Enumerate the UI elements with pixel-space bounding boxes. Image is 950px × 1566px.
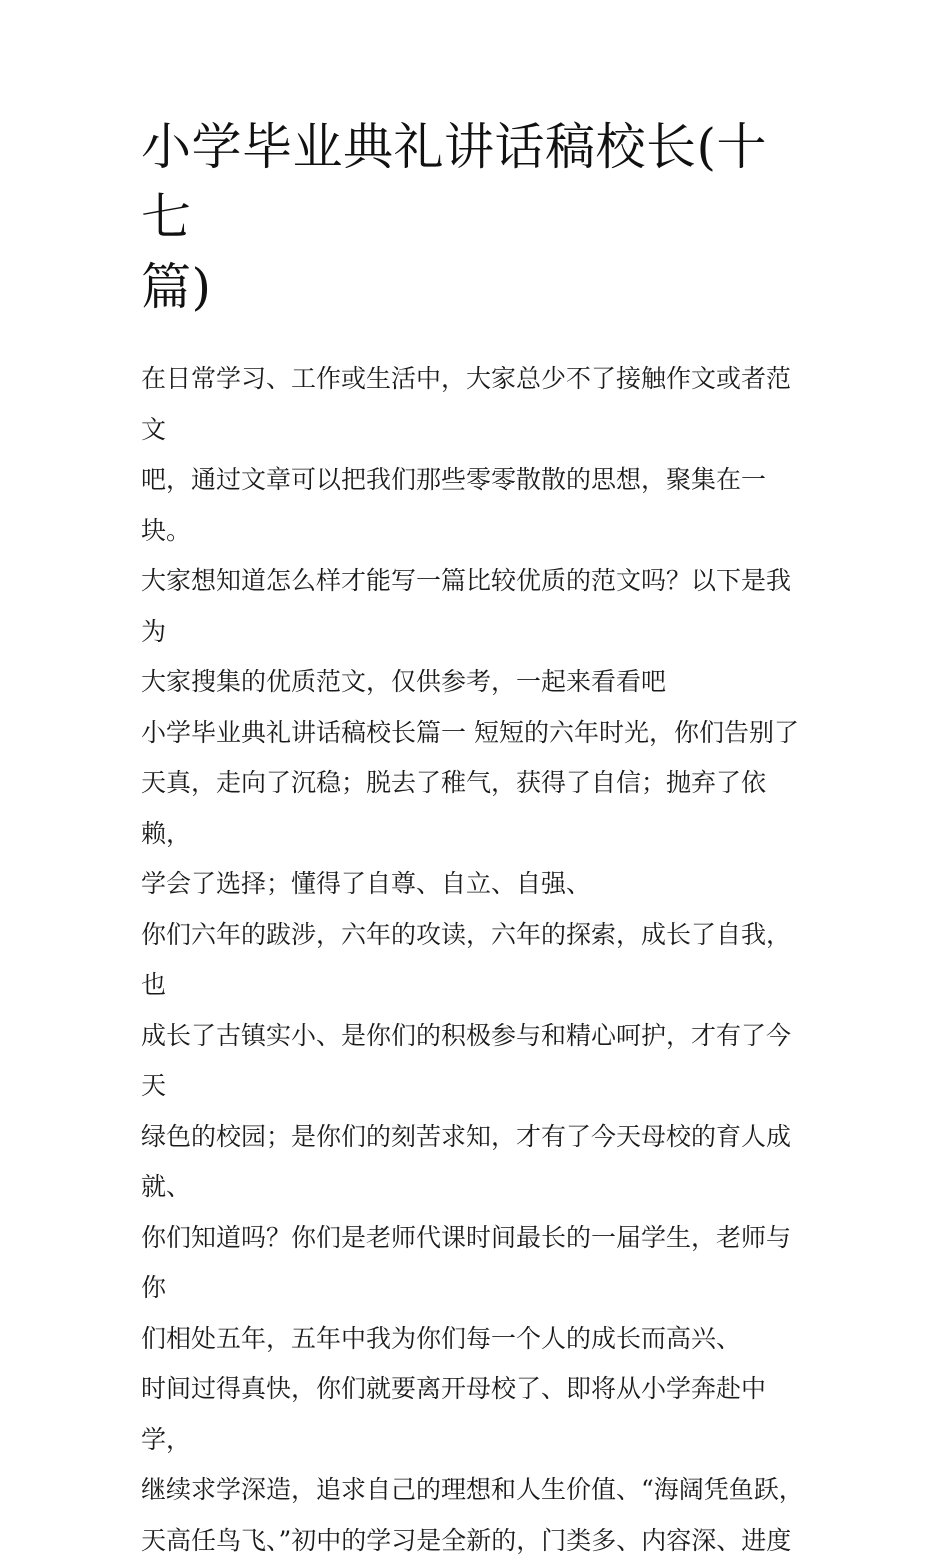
paragraph-2: 你们六年的跋涉，六年的攻读，六年的探索，成长了自我，也 成长了古镇实小、是你们的积极参与和精心呵护，才有了今天 绿色的校园；是你们的刻苦求知，才有了今天母校的育人成 就、 (141, 919, 792, 1201)
paragraph-3: 你们知道吗？你们是老师代课时间最长的一届学生，老师与你 们相处五年，五年中我为你们每一个人的成长而高兴、 (141, 1222, 792, 1353)
paragraph-4: 时间过得真快，你们就要离开母校了、即将从小学奔赴中学， 继续求学深造，追求自己的理想和人生价值、“海阔凭鱼跃， 天高任鸟飞、”初中的学习是全新的，门类多、内容深、进度 (141, 1374, 804, 1555)
document-body (141, 354, 813, 1566)
paragraph-1: 小学毕业典礼讲话稿校长篇一 短短的六年时光，你们告别了 天真，走向了沉稳；脱去了稚气，获得了自信；抛弃了依赖， 学会了选择；懂得了自尊、自立、自强、 (141, 717, 799, 898)
document-page (141, 112, 813, 1566)
paragraph-intro: 在日常学习、工作或生活中，大家总少不了接触作文或者范文 吧，通过文章可以把我们那些零零散散的思想，聚集在一块。 大家想知道怎么样才能写一篇比较优质的范文吗？以下是我为 大家搜集的优质范文，仅供参考，一起来看看吧 (141, 364, 792, 696)
document-title: 小学毕业典礼讲话稿校长(十七 篇) (141, 118, 768, 316)
